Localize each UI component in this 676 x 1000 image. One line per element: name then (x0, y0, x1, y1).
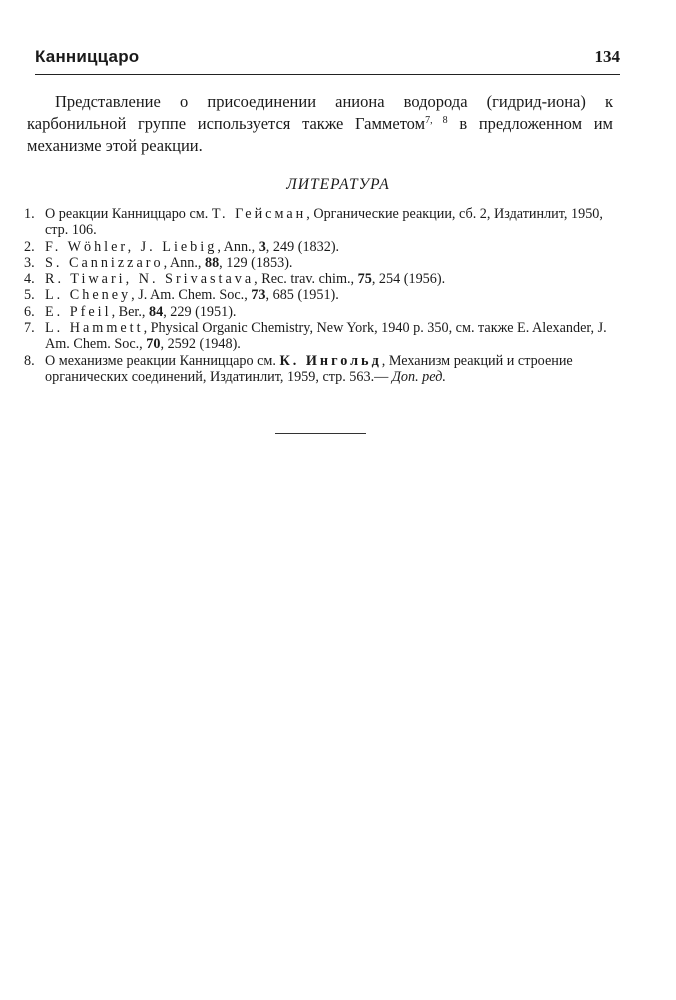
reference-text (45, 206, 619, 239)
reference-text (45, 304, 619, 320)
reference-pages: , 685 (1951). (265, 287, 339, 304)
reference-volume: 70 (146, 336, 161, 353)
reference-source: , Механизм реакций и строение органических соединений, Издатинлит, 1959, стр. 563.— (45, 352, 573, 385)
reference-volume: 84 (149, 303, 164, 320)
intro-text-after: в предложенном им механизме этой реакции. (27, 114, 613, 155)
literature-heading: ЛИТЕРАТУРА (286, 176, 390, 193)
reference-pages: , 249 (1832). (265, 238, 340, 255)
reference-number: 8. (24, 352, 35, 369)
page-number: 134 (594, 47, 620, 66)
reference-item (24, 239, 619, 255)
reference-author: R. Tiwari, N. Srivastava (45, 271, 255, 288)
reference-author: Т. Гейсман (211, 206, 307, 222)
reference-source: , Органические реакции, сб. 2, Издатинлит, 1950, стр. 106. (45, 206, 603, 239)
reference-item (24, 353, 619, 386)
reference-prefix: О механизме реакции Канниццаро см. (45, 352, 280, 369)
page-header (35, 44, 620, 75)
citation-superscript: 7, 8 (425, 115, 448, 126)
reference-item (24, 206, 619, 239)
reference-author: E. Pfeil (45, 303, 112, 320)
reference-source: , Ann., (217, 238, 259, 255)
reference-volume: 3 (258, 238, 266, 255)
reference-volume: 73 (251, 287, 266, 304)
reference-author: L. Hammett (45, 320, 144, 337)
reference-text (45, 239, 619, 255)
reference-text (45, 255, 619, 271)
reference-item (24, 287, 619, 303)
running-head: Канниццаро (35, 47, 140, 66)
reference-volume: 88 (204, 254, 220, 271)
reference-source: , Ann., (163, 254, 205, 271)
reference-text (45, 271, 619, 287)
reference-number: 6. (24, 303, 35, 320)
reference-text (45, 287, 619, 303)
reference-pages: , 2592 (1948). (160, 336, 241, 353)
reference-number: 7. (24, 320, 35, 337)
editor-note: Доп. ред. (391, 368, 446, 385)
reference-number: 5. (24, 287, 35, 304)
reference-item (24, 255, 619, 271)
reference-source: , Physical Organic Chemistry, New York, 1940 р. 350, см. также E. Alexander, J. Am. Chem. Soc., (45, 320, 607, 353)
intro-text: Представление о присоединении аниона водорода (гидрид-иона) к карбонильной группе используется также Гамметом (27, 92, 613, 133)
reference-item (24, 271, 619, 287)
reference-pages: , 254 (1956). (371, 271, 446, 288)
reference-source: , J. Am. Chem. Soc., (131, 287, 252, 304)
reference-source: , Rec. trav. chim., (254, 271, 358, 288)
reference-author: L. Cheney (45, 287, 132, 304)
intro-paragraph (27, 91, 613, 157)
reference-number: 1. (24, 206, 35, 222)
reference-text (45, 353, 619, 386)
reference-author: К. Ингольд (279, 352, 382, 369)
reference-pages: , 129 (1853). (219, 254, 293, 271)
reference-source: , Ber., (111, 303, 149, 320)
reference-volume: 75 (357, 271, 372, 288)
reference-number: 2. (24, 238, 35, 255)
reference-author: F. Wöhler, J. Liebig (45, 238, 218, 255)
end-divider (275, 433, 366, 434)
reference-text (45, 320, 619, 353)
reference-number: 4. (24, 271, 35, 288)
reference-item (24, 320, 619, 353)
reference-author: S. Cannizzaro (45, 254, 164, 271)
reference-list (24, 206, 619, 385)
reference-prefix: О реакции Канниццаро см. (45, 206, 212, 222)
reference-item (24, 304, 619, 320)
reference-pages: , 229 (1951). (163, 303, 237, 320)
reference-number: 3. (24, 254, 35, 271)
